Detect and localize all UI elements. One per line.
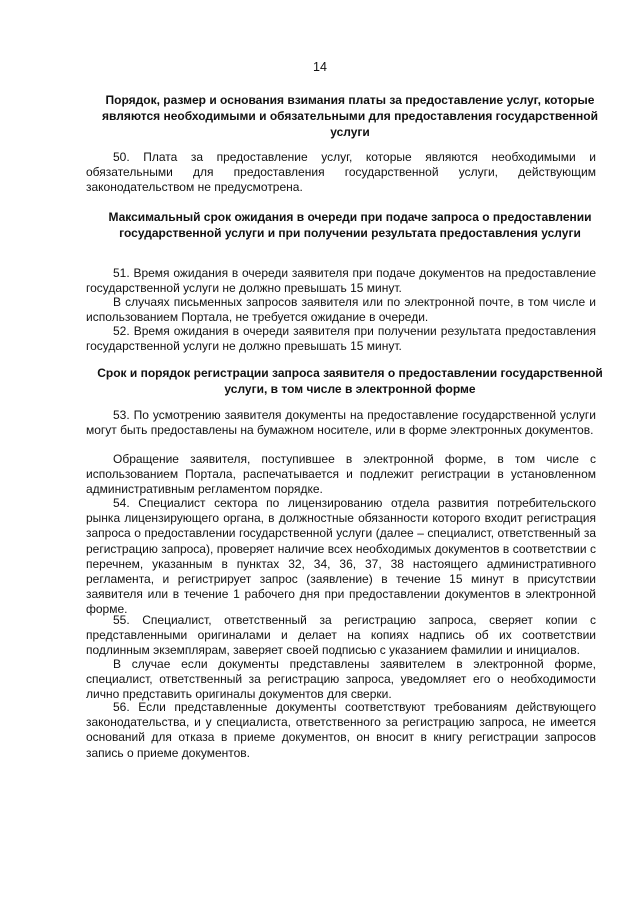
section-heading-queue: Максимальный срок ожидания в очереди при подаче запроса о предоставлении государственной услуги и при получении результата предоставления услуги bbox=[108, 210, 592, 240]
paragraph-54: 54. Специалист сектора по лицензированию отдела развития потребительского рынка лицензирующего органа, в должностные обязанности которого входит регистрация запроса о предоставлении государственной услуги (далее – специалист, ответственный за регистрацию запроса), проверяет наличие всех необходимых документов в соответствии с перечнем, указанным в пунктах 32, 34, 36, 37, 38 настоящего административного регламента, и регистрирует запрос (заявление) в течение 15 минут в присутствии заявителя или в течение 1 рабочего дня при предоставлении документов в электронной форме. bbox=[86, 496, 596, 617]
paragraph-51-cont: В случаях письменных запросов заявителя или по электронной почте, в том числе и использованием Портала, не требуется ожидание в очереди. bbox=[86, 295, 596, 325]
paragraph-56: 56. Если представленные документы соответствуют требованиям действующего законодательства, и у специалиста, ответственного за регистрацию запроса, не имеется оснований для отказа в приеме документов, он вносит в книгу регистрации запросов запись о приеме документов. bbox=[86, 700, 596, 760]
section-heading-registration: Срок и порядок регистрации запроса заявителя о предоставлении государственной услуги, в том числе в электронной форме bbox=[97, 366, 603, 396]
paragraph-53-cont: Обращение заявителя, поступившее в электронной форме, в том числе с использованием Портала, распечатывается и подлежит регистрации в установленном административным регламентом порядке. bbox=[86, 452, 596, 497]
section-heading-fee: Порядок, размер и основания взимания платы за предоставление услуг, которые являются необходимыми и обязательными для предоставления государственной услуги bbox=[101, 93, 599, 139]
paragraph-50: 50. Плата за предоставление услуг, которые являются необходимыми и обязательными для предоставления государственной услуги, действующим законодательством не предусмотрена. bbox=[86, 150, 596, 195]
paragraph-55: 55. Специалист, ответственный за регистрацию запроса, сверяет копии с представленными оригиналами и делает на копиях надпись об их соответствии подлинным экземплярам, заверяет своей подписью с указанием фамилии и инициалов. bbox=[86, 613, 596, 658]
paragraph-51: 51. Время ожидания в очереди заявителя при подаче документов на предоставление государственной услуги не должно превышать 15 минут. bbox=[86, 266, 596, 296]
paragraph-52: 52. Время ожидания в очереди заявителя при получении результата предоставления государственной услуги не должно превышать 15 минут. bbox=[86, 324, 596, 354]
page-number: 14 bbox=[313, 60, 327, 74]
paragraph-53: 53. По усмотрению заявителя документы на предоставление государственной услуги могут быть предоставлены на бумажном носителе, или в форме электронных документов. bbox=[86, 408, 596, 438]
paragraph-55-cont: В случае если документы представлены заявителем в электронной форме, специалист, ответственный за регистрацию запроса, уведомляет его о необходимости лично представить оригиналы документов для сверки. bbox=[86, 657, 596, 702]
